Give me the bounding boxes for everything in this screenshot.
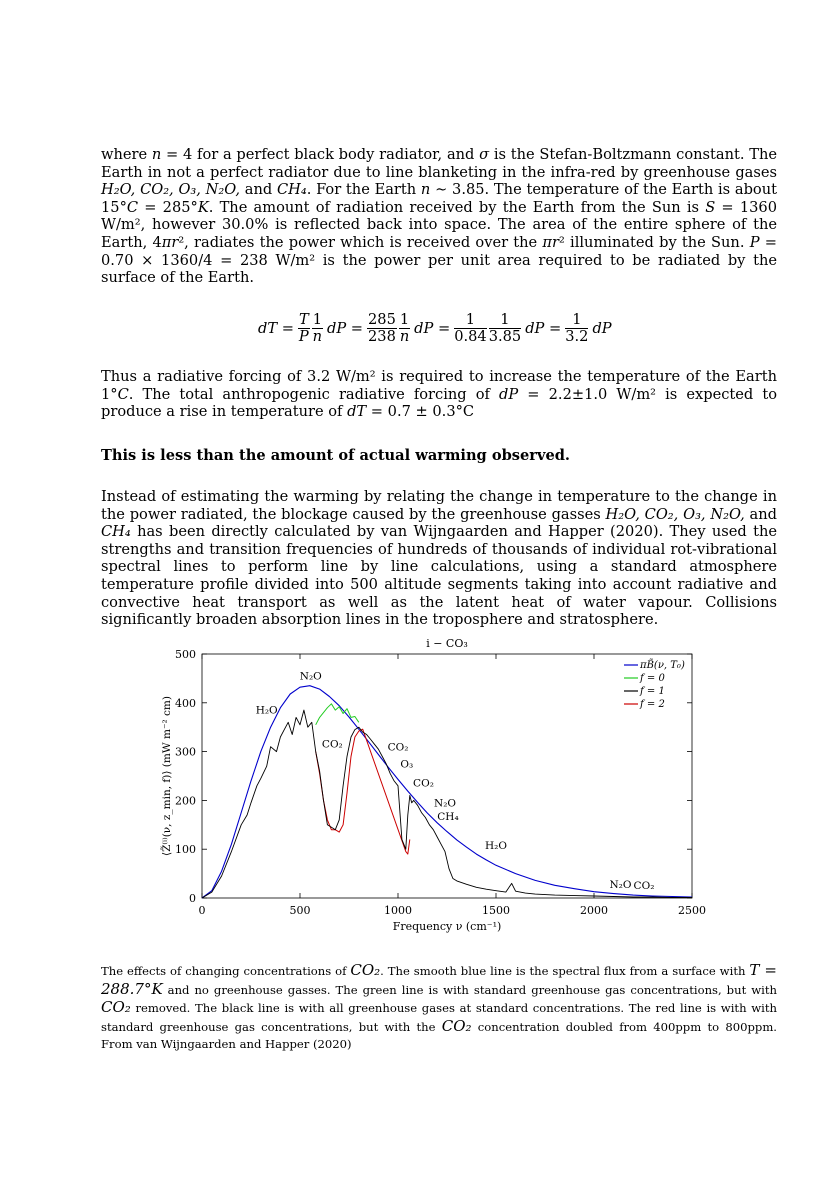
spectral-annotation: CH₄ — [437, 810, 459, 823]
bold-statement: This is less than the amount of actual warming observed. — [101, 447, 571, 464]
text: Thus a radiative forcing of 3.2 W/m² is required to increase the temperature of the Earth 1° — [101, 368, 777, 403]
math-co2: CO₂ — [350, 961, 381, 979]
math-P: P — [749, 233, 760, 251]
math-n: n — [420, 181, 431, 199]
spectral-flux-chart — [150, 632, 710, 937]
math-C: C — [126, 198, 139, 216]
paragraph-radiation — [101, 146, 777, 287]
text: The effects of changing concentrations of — [101, 964, 351, 978]
math-S: S — [705, 198, 716, 216]
eq-dP: dP = — [525, 319, 562, 337]
x-tick-label: 1500 — [482, 904, 510, 917]
text: and — [744, 505, 777, 523]
text: . For the Earth — [306, 181, 421, 199]
text: = 0.70 × 1360/4 = 238 W/m² is the power per unit area required to be radiated by the surface of the Earth. — [101, 233, 777, 287]
text: Instead of estimating the warming by relating the change in temperature to the change in the power radiated, the blockage caused by the greenhouse gasses — [101, 488, 777, 523]
text: ∼ 3.85. The temperature of the Earth is about 15° — [101, 181, 777, 216]
text: = 4 for a perfect black body radiator, and — [161, 146, 480, 163]
equation-dT — [255, 305, 655, 351]
y-tick-label: 200 — [175, 794, 196, 808]
legend-label: f = 2 — [640, 699, 665, 710]
math-n: n — [151, 146, 162, 163]
x-tick-label: 500 — [289, 904, 311, 917]
text: where — [101, 146, 152, 163]
text: removed. The black line is with all greenhouse gases at standard concentrations. The red line is with with standard greenhouse gas concentrations, but with the — [101, 1001, 777, 1034]
eq-dT: dT = — [258, 319, 294, 337]
fraction: $\frac{1}{n}$ — [312, 310, 323, 345]
math-gases: H₂O, CO₂, O₃, N₂O, — [101, 181, 241, 199]
spectral-annotation: N₂O — [434, 797, 457, 810]
legend-label: f = 1 — [640, 686, 665, 697]
math-gases: H₂O, CO₂, O₃, N₂O, — [605, 505, 745, 523]
fraction: $\frac{1}{n}$ — [399, 310, 410, 345]
spectral-annotation: CO₂ — [321, 738, 343, 751]
math-co2: CO₂ — [441, 1016, 472, 1035]
fraction: $\frac{1}{0.84}$ — [454, 310, 487, 345]
spectral-annotation: CO₂ — [633, 880, 655, 893]
text: ² illuminated by the Sun. — [558, 233, 750, 251]
chart-labels — [160, 637, 706, 933]
text: ², radiates the power which is received over the — [178, 233, 543, 251]
x-tick-label: 0 — [198, 904, 206, 917]
math-ch4: CH₄ — [101, 523, 131, 541]
fraction: $\frac{T}{P}$ — [298, 310, 309, 345]
figure-caption — [101, 962, 777, 1054]
spectral-annotation: H₂O — [485, 840, 507, 853]
math-pir: πr — [161, 233, 179, 251]
spectral-annotation: H₂O — [255, 704, 278, 717]
paragraph-method — [101, 488, 777, 629]
eq-dP: dP = — [414, 319, 451, 337]
math-C: C — [117, 385, 129, 403]
text: . The total anthropogenic radiative forcing of — [128, 385, 500, 403]
y-tick-label: 100 — [175, 843, 196, 857]
fraction: $\frac{1}{3.2}$ — [565, 310, 589, 345]
text: = 1360 W/m², however 30.0% is reflected back into space. The area of the entire sphere of the Earth, 4 — [101, 198, 777, 251]
text: and no greenhouse gasses. The green line is with standard greenhouse gas concentrations, but with — [162, 982, 777, 997]
chart-plot — [202, 686, 692, 898]
paragraph-forcing — [101, 368, 777, 421]
fraction: $\frac{1}{3.85}$ — [488, 310, 522, 345]
text: . The amount of radiation received by the Earth from the Sun is — [208, 198, 706, 216]
y-tick-label: 500 — [175, 648, 196, 661]
y-tick-label: 400 — [175, 696, 196, 710]
math-dT: dT — [347, 403, 367, 421]
fraction: $\frac{285}{238}$ — [368, 310, 396, 345]
text: is the Stefan-Boltzmann constant. The Earth in not a perfect radiator due to line blanketing in the infra-red by greenhouse gases — [101, 146, 777, 181]
x-tick-label: 2500 — [678, 904, 706, 917]
y-tick-label: 300 — [175, 745, 196, 759]
eq-dP: dP = — [326, 319, 364, 337]
spectral-annotation: N₂O — [609, 879, 632, 892]
text: and — [240, 181, 277, 199]
x-tick-label: 1000 — [384, 904, 412, 917]
y-tick-label: 0 — [189, 892, 196, 905]
math-sigma: σ — [479, 146, 490, 163]
math-K: K — [197, 198, 209, 216]
x-tick-label: 2000 — [580, 904, 608, 917]
y-axis-label: ⟨Z̃⁽ⁱ⁾(ν, z_min, f)⟩ (mW m⁻² cm) — [161, 696, 173, 856]
text: has been directly calculated by van Wijngaarden and Happer (2020). They used the strengths and transition frequencies of hundreds of thousands of individual rot-vibrational spectral lines to perform line by line calculations, using a standard atmosphere temperature profile divided into 500 altitude segments taking into account radiative and convective heat transport as well as the latent heat of water vapour. Collisions significantly broaden absorption lines in the troposphere and stratosphere. — [101, 523, 777, 629]
legend-label: f = 0 — [640, 673, 665, 684]
spectral-annotation: CO₂ — [413, 777, 434, 790]
eq-dP: dP — [592, 319, 612, 337]
math-pir: πr — [542, 233, 559, 251]
legend-label: πB̃(ν, T₀) — [640, 660, 685, 671]
text: . The smooth blue line is the spectral flux from a surface with — [380, 964, 750, 978]
text: = 285° — [138, 198, 198, 216]
math-dP: dP — [499, 385, 519, 403]
chart-title: i − CO₃ — [426, 637, 468, 650]
spectral-annotation: O₃ — [400, 758, 414, 771]
text: concentration doubled from 400ppm to 800ppm. From van Wijngaarden and Happer (2020) — [101, 1019, 777, 1052]
spectral-annotation: N₂O — [299, 670, 322, 683]
text: = 2.2±1.0 W/m² is expected to produce a rise in temperature of — [101, 385, 777, 421]
math-ch4: CH₄ — [276, 181, 307, 199]
text: = 0.7 ± 0.3°C — [366, 403, 475, 421]
math-co2: CO₂ — [101, 998, 131, 1017]
x-axis-label: Frequency ν (cm⁻¹) — [392, 920, 502, 933]
math-T: T = 288.7°K — [101, 961, 777, 998]
spectral-annotation: CO₂ — [387, 741, 409, 754]
series-line-blackbody — [202, 686, 692, 898]
